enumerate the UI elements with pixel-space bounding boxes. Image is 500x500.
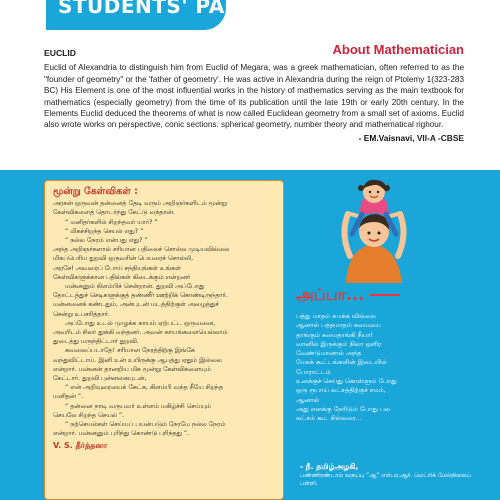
euclid-article xyxy=(44,48,464,144)
story-lines xyxy=(53,199,275,438)
story-line: “ நற்செயல்கள் செய்யப் பயன்படும் நேரமே நல்ல நேரம் xyxy=(65,421,226,429)
appa-author xyxy=(300,462,490,488)
story-line: துடைத்து மருந்திட்டார் துறவி. xyxy=(53,338,139,346)
appa-poem-line: அது எனக்கு நேரிடும் போது பல xyxy=(296,404,390,413)
story-line: மன்னனைக் கண்டதும், அன்புடன் மடத்திற்குள் அழைத்துச் xyxy=(53,301,219,309)
story-line: அரசே! அவரைப் போய் சந்தியுங்கள் உங்கள் xyxy=(53,264,181,272)
story-line: “ மனிதர்களில் சிறந்தவர் யார்? ” xyxy=(65,218,158,226)
appa-heading: அப்பா... xyxy=(296,285,365,304)
about-mathematician-heading: About Mathematician xyxy=(332,42,464,57)
story-line: கவலைப்படாதே! சரியான நேரத்திற்கு இங்கே xyxy=(65,347,195,355)
story-line: செயலே சிறந்த செயல் ”. xyxy=(53,411,125,419)
appa-poem-line: ஆனால் பத்தமாதம் சுமையை xyxy=(296,321,381,330)
article-title: EUCLID xyxy=(44,48,76,58)
story-line: “ என் அறிவுரையைக் கேட்க, கிளம்பி வந்த நீயே சிறந்த xyxy=(65,384,223,392)
story-line: கேட்டார். துறவி புன்னகையுடன், xyxy=(53,375,147,383)
story-card xyxy=(44,180,284,500)
credit-class: , VII-A -CBSE xyxy=(412,132,464,143)
story-line: வந்துவிட்டாய். இனி உன் உயிருக்கு ஆபத்து ஏதும் இல்லை xyxy=(53,356,222,364)
appa-poem-line: ஆனால் xyxy=(296,395,319,404)
appa-author-school: பண்ணிரண்டாம் வகுப்பு “ஆ” எஸ்.ஏ.ஆர். மெட்ரிக் மேல்நிலைப் பள்ளி, xyxy=(300,473,471,487)
story-line: “ தன்னை நாடி வருபவர் உள்ளம் மகிழ்ச்சி செய்யும் xyxy=(65,402,211,410)
page-header xyxy=(0,0,500,38)
page-title: STUDENTS' PAGE xyxy=(58,0,256,18)
story-line: அந்த அறிஞர்களால் சரியான பதிலைச் சொல்ல முடியவில்லை xyxy=(53,246,230,254)
story-line: கேள்விகளுக்கான பதில்கள் கிடைக்கும் என்றனர் xyxy=(53,273,191,281)
story-line: அப்போது உடல் முழுக்க காயம் ஏற்பட்ட ஒருவனை, xyxy=(65,319,216,327)
story-line: அவரிடம் சிலர் தூக்கி வந்தனர். அவன் காயங்களையெல்லாம் xyxy=(53,329,228,337)
story-line: அரசன் ஒருவன் தன்னைத் தேடி வரும் அறிஞர்களிடம் மூன்று xyxy=(53,200,227,208)
story-line: “ நல்ல நேரம் என்பது எது? ” xyxy=(65,237,148,245)
story-line: சென்று உபசரித்தார். xyxy=(53,310,110,318)
article-credit xyxy=(44,133,464,144)
appa-author-name: - நீ. தமிழ்அழகி, xyxy=(300,462,359,471)
story-line: கேள்விகளைத் தொடர்ந்து கேட்டு வந்தான். xyxy=(53,209,175,217)
story-line: என்றார். மன்னனும் புரிந்து கொண்டு புரிந்தது ”. xyxy=(53,430,190,438)
story-line: என்றார். மன்னன் தானறிய மிக மூன்று கேள்விகளையும் xyxy=(53,365,211,373)
story-line: “ மிகச்சிறந்த செயல் எது? ” xyxy=(65,227,144,235)
appa-poem xyxy=(296,312,492,424)
story-line: மன்னனும் கிளம்பிச் சென்றான். துறவி அப்போது xyxy=(65,283,205,291)
appa-poem-line: உனக்குச் செய்து கொள்ளும் போது xyxy=(296,377,397,386)
appa-poem-line: தாங்கும் சுமைதாங்கி நீயா! xyxy=(296,330,374,339)
appa-poem-line: போராட்டம் xyxy=(296,367,331,376)
appa-poem-line: ஒரு ரூபாய் லட்சத்திற்குச் சமம், xyxy=(296,386,386,395)
father-child-illustration xyxy=(318,178,428,283)
appa-poem-line: மேகக் கூட்டங்களின் இடையில் xyxy=(296,358,387,367)
article-body: Euclid of Alexandria to distinguish him from Euclid of Megara, was a greek mathematician, often referred to as the "founder of geometry" or the 'father of geometry'. He was active in Alexandria during the reign of Ptolemy 1(323-283 BC) His Element is one of the most influential works in the history of mathematics serving as the main textbook for mathematics (especially geometry) from the time of its publication until the late 19th or early 20th century. In the Elements Euclid deduced the theorems of what is now called Euclidean geometry from a small set of axioms. Euclid also wrote works on perspective, conic sections. spherical geometry, number theory and mathematical righour. xyxy=(44,63,464,130)
appa-poem-line: பத்து மாதம் சுமக்க வில்லை xyxy=(296,312,376,320)
story-line: தோட்டத்துச் செடிகளுக்குத் தண்ணீர் ஊற்றிக் கொண்டிருந்தார். xyxy=(53,292,228,300)
credit-author: - EM.Vaisnavi xyxy=(358,132,413,143)
appa-poem-line: வானில் இருக்கும் நிலா ஒளிர xyxy=(296,339,382,348)
story-title: மூன்று கேள்விகள் : xyxy=(53,186,138,197)
appa-poem-line: வேண்டுமானால் அந்த xyxy=(296,349,362,358)
story-line: மிகப்பெரிய துறவி ஒருவரின் பெயரைச் சொல்லி, xyxy=(53,255,194,263)
appa-poem-line: லட்சம் கூட சில்லரை... xyxy=(296,414,362,423)
story-author: V. S. தீர்த்தனா xyxy=(53,441,108,451)
story-line: மனிதன் ”. xyxy=(53,393,84,401)
